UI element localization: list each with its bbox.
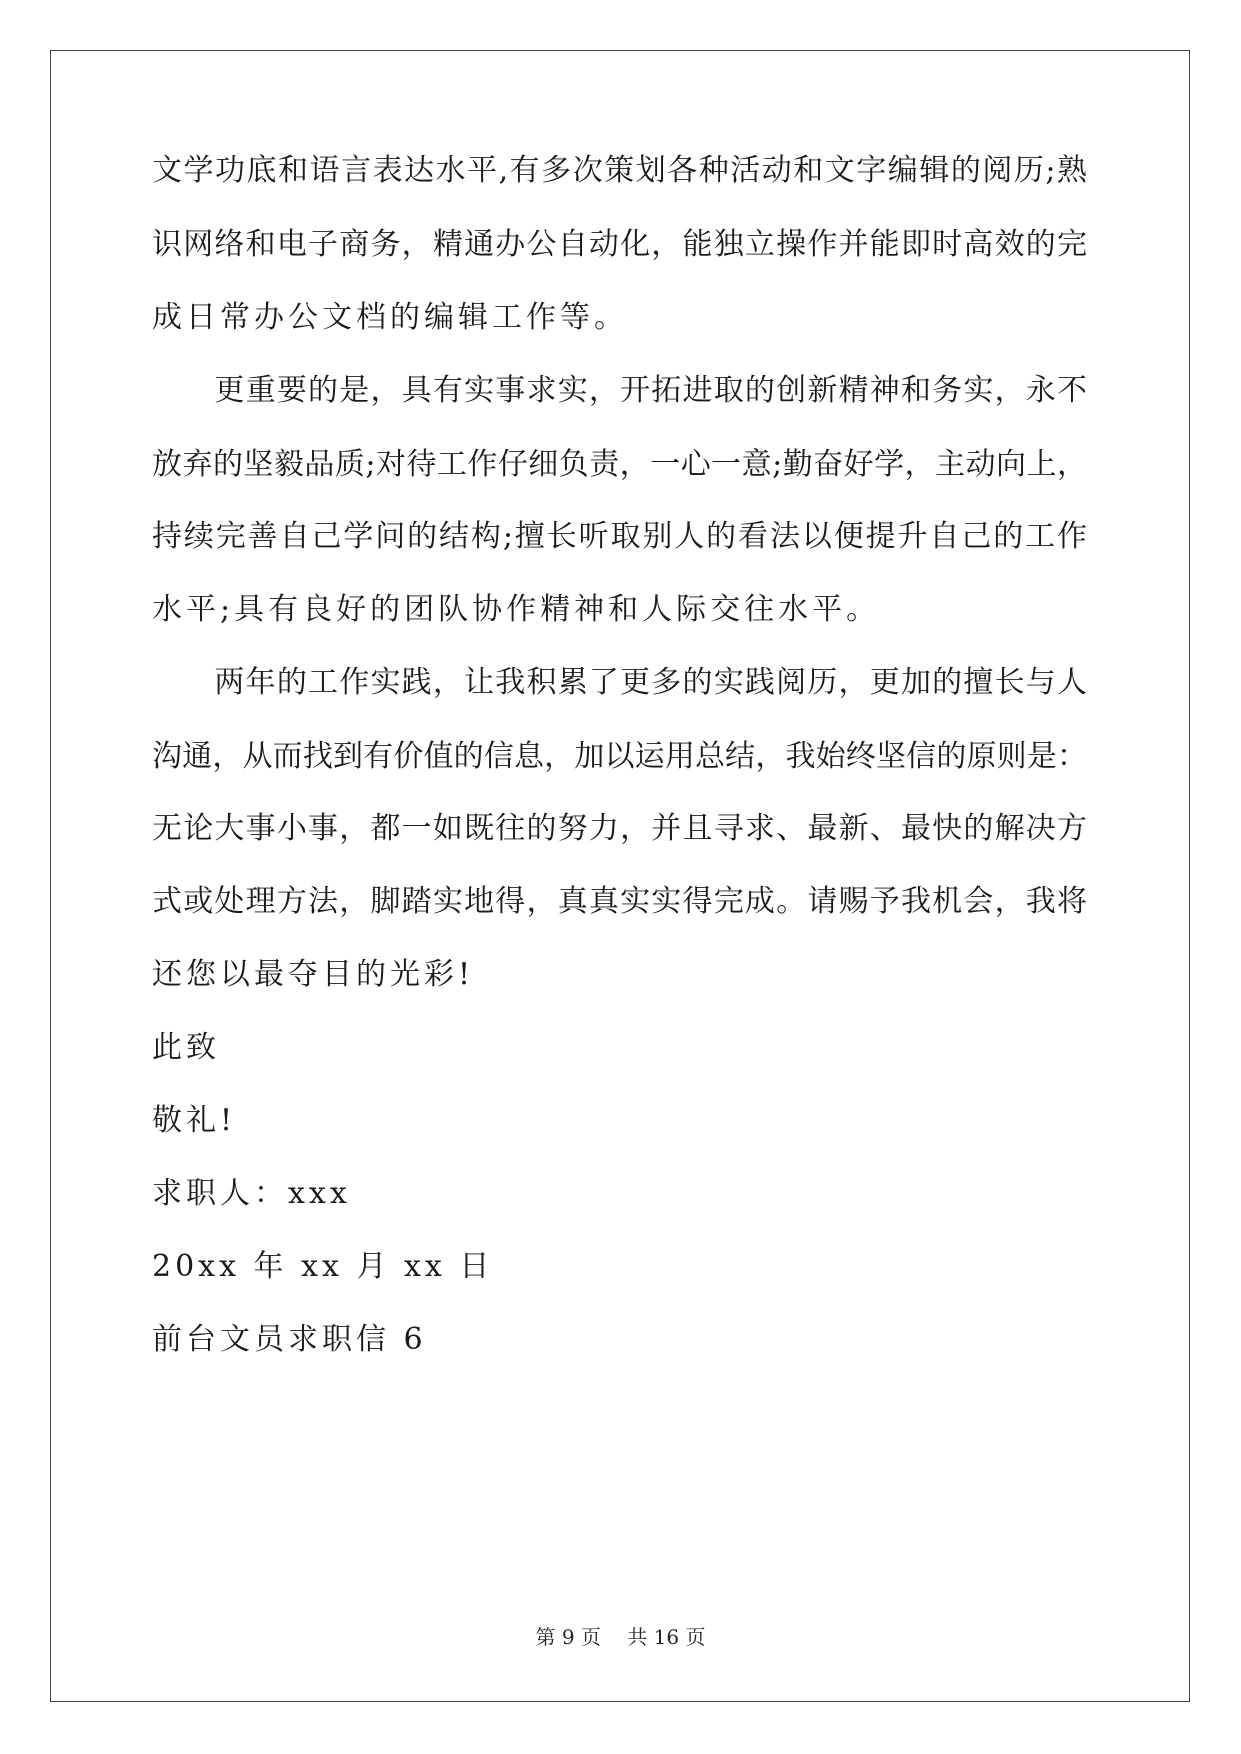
page-number: 第 9 页 共 16 页 — [535, 1625, 706, 1649]
next-section-title: 前台文员求职信 6 — [152, 1322, 427, 1357]
salutation-regards: 敬礼! — [152, 1103, 237, 1138]
letter-date: 20xx 年 xx 月 xx 日 — [152, 1249, 494, 1284]
paragraph-line: 两年的工作实践，让我积累了更多的实践阅历，更加的擅长与人 — [152, 665, 1087, 700]
paragraph-line: 文学功底和语言表达水平,有多次策划各种活动和文字编辑的阅历;熟 — [152, 153, 1087, 188]
page-border — [50, 50, 1190, 1702]
paragraph-line: 放弃的坚毅品质;对待工作仔细负责，一心一意;勤奋好学，主动向上， — [152, 447, 1087, 482]
paragraph-line: 持续完善自己学问的结构;擅长听取别人的看法以便提升自己的工作 — [152, 519, 1087, 554]
paragraph-line: 水平;具有良好的团队协作精神和人际交往水平。 — [152, 592, 881, 627]
paragraph-line: 式或处理方法，脚踏实地得，真真实实得完成。请赐予我机会，我将 — [152, 884, 1087, 919]
paragraph-line: 更重要的是，具有实事求实，开拓进取的创新精神和务实，永不 — [152, 373, 1087, 408]
applicant-signature: 求职人：xxx — [152, 1176, 351, 1211]
salutation: 此致 — [152, 1030, 220, 1065]
page-footer — [0, 1625, 1241, 1649]
paragraph-line: 还您以最夺目的光彩! — [152, 957, 475, 992]
paragraph-line: 成日常办公文档的编辑工作等。 — [152, 300, 628, 335]
paragraph-line: 无论大事小事，都一如既往的努力，并且寻求、最新、最快的解决方 — [152, 811, 1087, 846]
paragraph-line: 识网络和电子商务，精通办公自动化，能独立操作并能即时高效的完 — [152, 227, 1087, 262]
paragraph-line: 沟通，从而找到有价值的信息，加以运用总结，我始终坚信的原则是： — [152, 739, 1087, 774]
